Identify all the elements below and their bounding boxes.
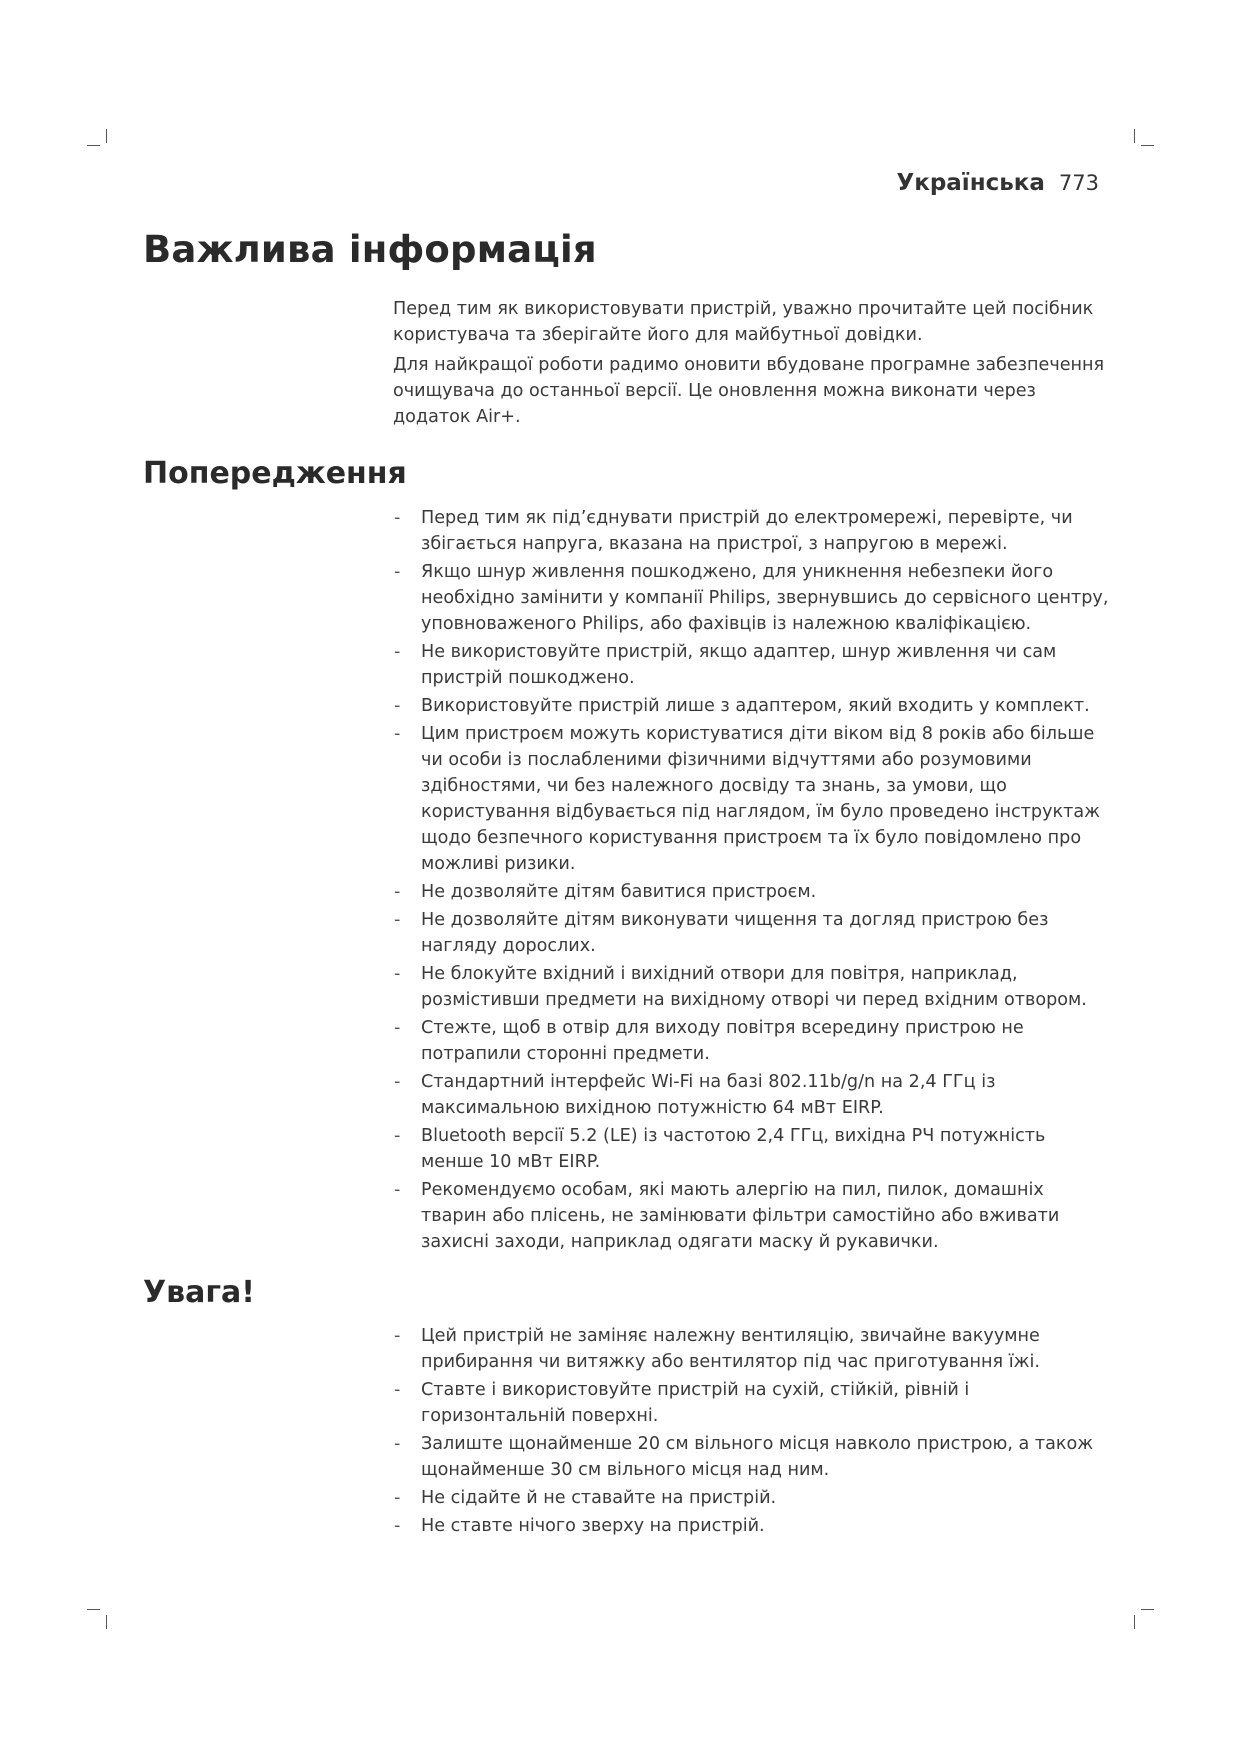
list-item: [393, 559, 1113, 637]
bullet-dash: -: [394, 1434, 401, 1454]
bullet-dash: -: [394, 1380, 401, 1400]
list-item: [393, 1123, 1113, 1175]
bullet-dash: -: [394, 1072, 401, 1092]
crop-mark-bottom-left-v: [106, 1615, 107, 1629]
bullet-dash: -: [394, 508, 401, 528]
list-item: [393, 1513, 1113, 1539]
bullet-dash: -: [394, 910, 401, 930]
list-item-text: Не сідайте й не ставайте на пристрій.: [421, 1488, 777, 1508]
list-item: [393, 1431, 1113, 1483]
list-item-text: Ставте і використовуйте пристрій на сухій, стійкій, рівній і горизонтальній поверхні.: [421, 1380, 970, 1426]
crop-mark-top-right-v: [1134, 129, 1135, 143]
list-item: [393, 961, 1113, 1013]
list-item-text: Не дозволяйте дітям бавитися пристроєм.: [421, 882, 817, 902]
list-item: [393, 1015, 1113, 1067]
list-item-text: Стандартний інтерфейс Wi-Fi на базі 802.11b/g/n на 2,4 ГГц із максимальною вихідною потужністю 64 мВт EIRP.: [421, 1072, 996, 1118]
list-item: [393, 505, 1113, 557]
crop-mark-top-left-v: [106, 129, 107, 143]
intro-text: [393, 296, 1113, 434]
list-item-text: Цим пристроєм можуть користуватися діти віком від 8 років або більше чи особи із послабленими фізичними відчуттями або розумовими здібностями, чи без належного досвіду та знань, за умови, що користування відбувається під наглядом, їм було проведено інструктаж щодо безпечного користування пристроєм та їх було повідомлено про можливі ризики.: [421, 724, 1101, 874]
list-item-text: Стежте, щоб в отвір для виходу повітря всередину пристрою не потрапили сторонні предмети.: [421, 1018, 1024, 1064]
crop-mark-bottom-left-h: [87, 1609, 100, 1610]
crop-mark-top-left-h: [87, 145, 100, 146]
list-item: [393, 879, 1113, 905]
list-item: [393, 907, 1113, 959]
bullet-dash: -: [394, 562, 401, 582]
bullet-dash: -: [394, 1516, 401, 1536]
list-item: [393, 693, 1113, 719]
bullet-dash: -: [394, 696, 401, 716]
running-header: [896, 170, 1099, 196]
bullet-dash: -: [394, 642, 401, 662]
caution-list: [393, 1323, 1113, 1541]
bullet-dash: -: [394, 964, 401, 984]
list-item: [393, 1377, 1113, 1429]
crop-mark-top-right-h: [1141, 145, 1154, 146]
bullet-dash: -: [394, 1126, 401, 1146]
list-item-text: Використовуйте пристрій лише з адаптером, який входить у комплект.: [421, 696, 1090, 716]
crop-mark-bottom-right-h: [1141, 1609, 1154, 1610]
list-item: [393, 1323, 1113, 1375]
intro-paragraph: Перед тим як використовувати пристрій, уважно прочитайте цей посібник користувача та зберігайте його для майбутньої довідки.: [393, 299, 1094, 345]
list-item-text: Цей пристрій не заміняє належну вентиляцію, звичайне вакуумне прибирання чи витяжку або вентилятор під час приготування їжі.: [421, 1326, 1040, 1372]
crop-mark-bottom-right-v: [1134, 1615, 1135, 1629]
bullet-dash: -: [394, 1018, 401, 1038]
list-item: [393, 639, 1113, 691]
list-item-text: Рекомендуємо особам, які мають алергію на пил, пилок, домашніх тварин або плісень, не замінювати фільтри самостійно або вживати захисні заходи, наприклад одягати маску й рукавички.: [421, 1180, 1060, 1252]
list-item-text: Не ставте нічого зверху на пристрій.: [421, 1516, 765, 1536]
list-item: [393, 1069, 1113, 1121]
header-language: Українська: [896, 170, 1045, 196]
bullet-dash: -: [394, 882, 401, 902]
bullet-dash: -: [394, 1488, 401, 1508]
bullet-dash: -: [394, 1326, 401, 1346]
list-item-text: Перед тим як під’єднувати пристрій до електромережі, перевірте, чи збігається напруга, вказана на пристрої, з напругою в мережі.: [421, 508, 1073, 554]
list-item: [393, 1485, 1113, 1511]
page-number: 773: [1058, 171, 1099, 195]
warning-list: [393, 505, 1113, 1257]
bullet-dash: -: [394, 724, 401, 744]
list-item-text: Не дозволяйте дітям виконувати чищення та догляд пристрою без нагляду дорослих.: [421, 910, 1049, 956]
page-title: Важлива інформація: [143, 228, 597, 271]
warning-heading: Попередження: [143, 456, 407, 491]
list-item-text: Якщо шнур живлення пошкоджено, для уникнення небезпеки його необхідно замінити у компанії Philips, звернувшись до сервісного центру, уповноваженого Philips, або фахівців із належною кваліфікацією.: [421, 562, 1109, 634]
list-item-text: Bluetooth версії 5.2 (LE) із частотою 2,4 ГГц, вихідна РЧ потужність менше 10 мВт EIRP.: [421, 1126, 1046, 1172]
list-item-text: Не використовуйте пристрій, якщо адаптер, шнур живлення чи сам пристрій пошкоджено.: [421, 642, 1057, 688]
caution-heading: Увага!: [143, 1275, 255, 1310]
bullet-dash: -: [394, 1180, 401, 1200]
list-item-text: Залиште щонайменше 20 см вільного місця навколо пристрою, а також щонайменше 30 см вільного місця над ним.: [421, 1434, 1094, 1480]
list-item: [393, 1177, 1113, 1255]
intro-paragraph: Для найкращої роботи радимо оновити вбудоване програмне забезпечення очищувача до останньої версії. Це оновлення можна виконати через додаток Air+.: [393, 355, 1105, 427]
list-item: [393, 721, 1113, 877]
list-item-text: Не блокуйте вхідний і вихідний отвори для повітря, наприклад, розмістивши предмети на вихідному отворі чи перед вхідним отвором.: [421, 964, 1087, 1010]
